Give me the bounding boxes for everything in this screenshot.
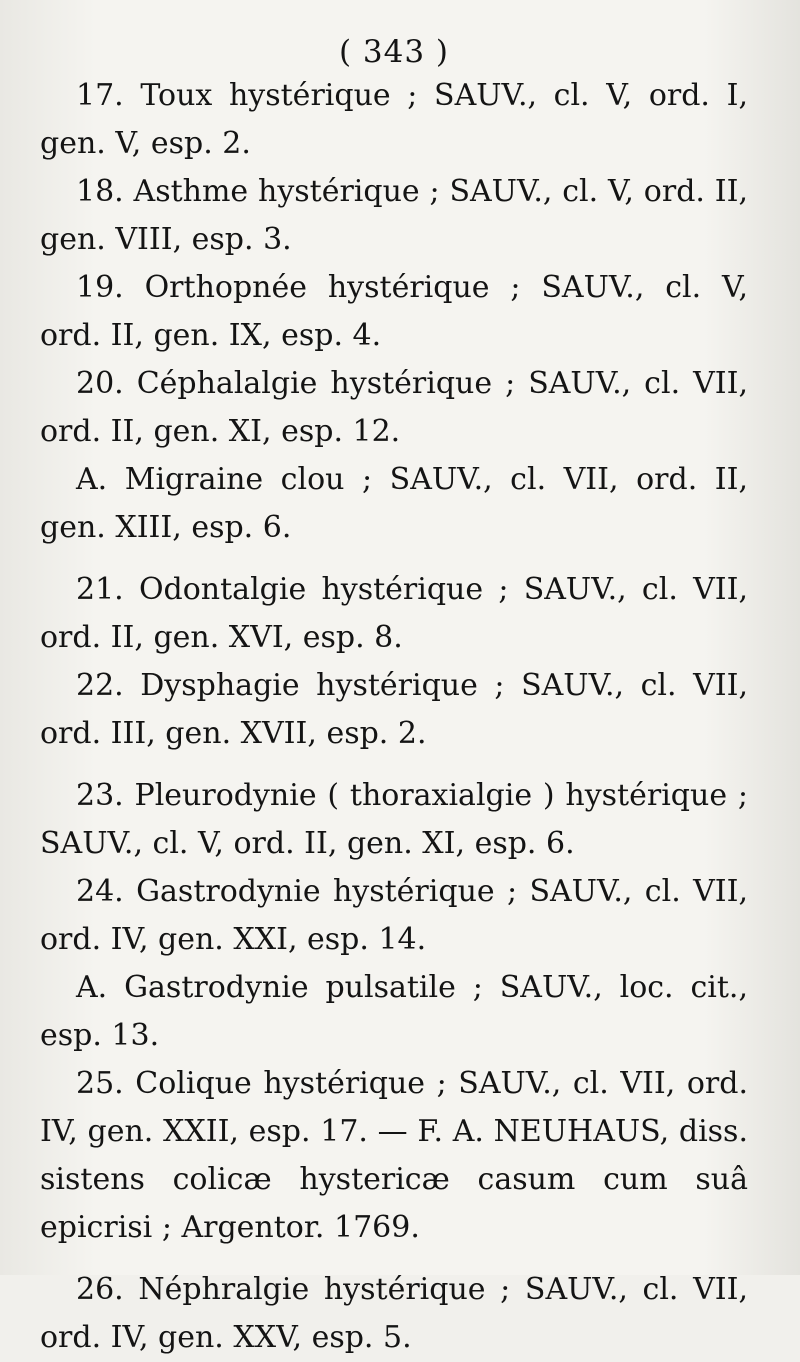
- entry-26: 26. Néphralgie hystérique ; SAUV., cl. VII, ord. IV, gen. XXV, esp. 5.: [40, 1272, 748, 1355]
- entry-20: 20. Céphalalgie hystérique ; SAUV., cl. VII, ord. II, gen. XI, esp. 12.: [40, 366, 748, 449]
- entry-22: 22. Dysphagie hystérique ; SAUV., cl. VII, ord. III, gen. XVII, esp. 2.: [40, 668, 748, 751]
- entry-20a: A. Migraine clou ; SAUV., cl. VII, ord. II, gen. XIII, esp. 6.: [40, 462, 748, 545]
- entry-21: 21. Odontalgie hystérique ; SAUV., cl. VII, ord. II, gen. XVI, esp. 8.: [40, 572, 748, 655]
- page-number: ( 343 ): [338, 34, 450, 70]
- entry-23: 23. Pleurodynie ( thoraxialgie ) hystérique ; SAUV., cl. V, ord. II, gen. XI, esp. 6.: [40, 778, 748, 861]
- entry-19: 19. Orthopnée hystérique ; SAUV., cl. V, ord. II, gen. IX, esp. 4.: [40, 270, 748, 353]
- entry-25: 25. Colique hystérique ; SAUV., cl. VII, ord. IV, gen. XXII, esp. 17. — F. A. NEUHAUS, diss. sistens colicæ hystericæ casum cum suâ epicrisi ; Argentor. 1769.: [40, 1066, 748, 1245]
- entry-24: 24. Gastrodynie hystérique ; SAUV., cl. VII, ord. IV, gen. XXI, esp. 14.: [40, 874, 748, 957]
- entry-24a: A. Gastrodynie pulsatile ; SAUV., loc. cit., esp. 13.: [40, 970, 748, 1053]
- entry-17: 17. Toux hystérique ; SAUV., cl. V, ord. I, gen. V, esp. 2.: [40, 78, 748, 161]
- entry-18: 18. Asthme hystérique ; SAUV., cl. V, ord. II, gen. VIII, esp. 3.: [40, 174, 748, 257]
